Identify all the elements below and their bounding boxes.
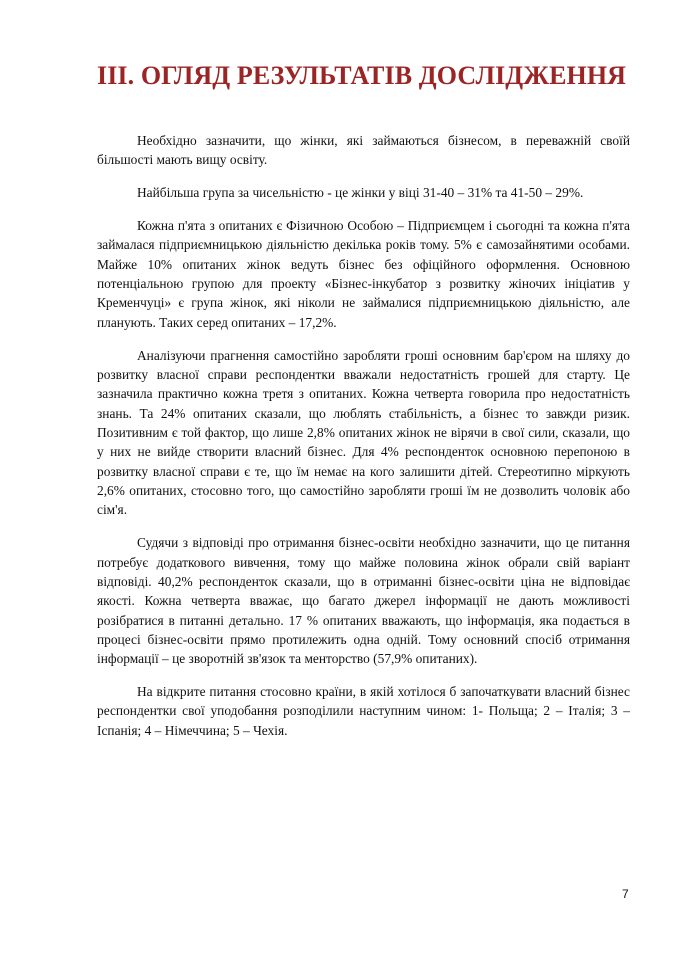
paragraph-education: Необхідно зазначити, що жінки, які займаються бізнесом, в переважній своїй більшості мають вищу освіту. xyxy=(97,133,630,168)
paragraph-entrepreneur-status: Кожна п'ята з опитаних є Фізичною Особою – Підприємцем і сьогодні та кожна п'ята займалася підприємницькою діяльністю декілька років тому. 5% є самозайнятими особами. Майже 10% опитаних жінок ведуть бізнес без офіційного оформлення. Основною потенціальною групою для проекту «Бізнес-інкубатор з розвитку жіночих ініціатив у Кременчуці» є група жінок, які ніколи не займалися підприємницькою діяльністю, але планують. Таких серед опитаних – 17,2%. xyxy=(97,218,630,330)
body-text xyxy=(97,131,630,754)
paragraph-barriers: Аналізуючи прагнення самостійно заробляти гроші основним бар'єром на шляху до розвитку власної справи респондентки вважали недостатність грошей для старту. Це зазначила практично кожна третя з опитаних. Кожна четверта говорила про недостатність знань. Та 24% опитаних сказали, що люблять стабільність, а бізнес то завжди ризик. Позитивним є той фактор, що лише 2,8% опитаних жінок не вірячи в свої сили, сказали, що у них не вийде створити власний бізнес. Для 4% респонденток основною перепоною в розвитку власної справи є те, що їм немає на кого залишити дітей. Стереотипно міркують 2,6% опитаних, стосовно того, що самостійно заробляти гроші їм не дозволить чоловік або сім'я. xyxy=(97,347,630,518)
paragraph-business-education: Судячи з відповіді про отримання бізнес-освіти необхідно зазначити, що це питання потребує додаткового вивчення, тому що майже половина жінок обрали свій варіант відповіді. 40,2% респонденток сказали, що в отриманні бізнес-освіти ціна не відповідає якості. Кожна четверта вважає, що багато джерел інформації не дають можливості розібратися в питанні детально. 17 % опитаних вважають, що інформація, яка подається в процесі бізнес-освіти прямо протилежить одна одній. Тому основний спосіб отримання інформації – це зворотній зв'язок та менторство (57,9% опитаних). xyxy=(97,535,630,667)
page-number: 7 xyxy=(622,887,629,901)
paragraph-countries: На відкрите питання стосовно країни, в якій хотілося б започаткувати власний бізнес респондентки свої уподобання розподілили наступним чином: 1- Польща; 2 – Італія; 3 – Іспанія; 4 – Німеччина; 5 – Чехія. xyxy=(97,684,630,738)
section-title: III. ОГЛЯД РЕЗУЛЬТАТІВ ДОСЛІДЖЕННЯ xyxy=(97,61,627,90)
paragraph-age-group: Найбільша група за чисельністю - це жінки у віці 31-40 – 31% та 41-50 – 29%. xyxy=(137,185,584,201)
